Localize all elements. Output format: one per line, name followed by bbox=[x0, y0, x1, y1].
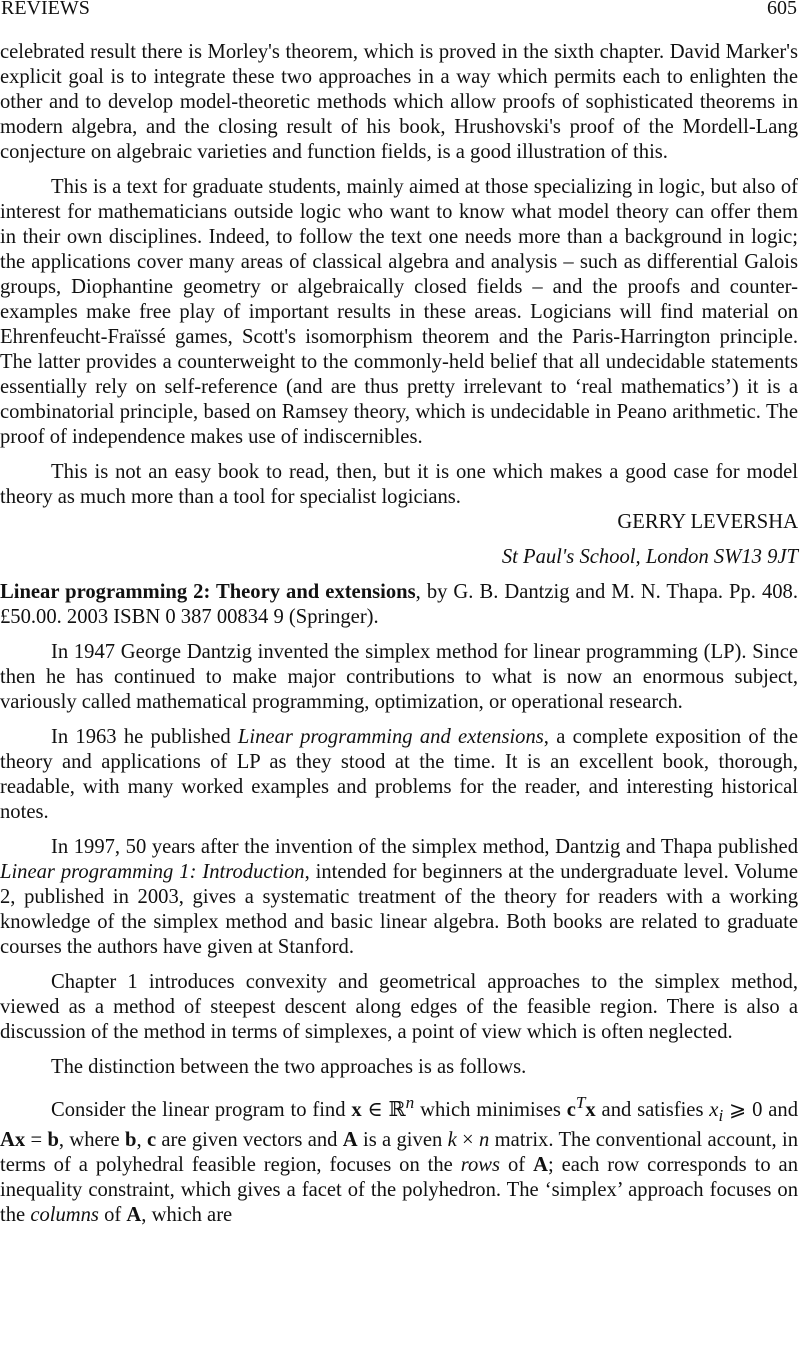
text-run: are given vectors and bbox=[156, 1128, 343, 1151]
text-run: of bbox=[500, 1153, 534, 1176]
text-run: , intended for beginners at the undergraduate level. Volume 2, published in 2003, gives a systematic treatment of the theory for readers with a working knowledge of the simplex method and basic linear algebra. Both books are related to graduate courses the authors have given at Stanford. bbox=[0, 861, 798, 958]
text-run: and bbox=[762, 1098, 799, 1121]
running-header bbox=[0, 0, 800, 22]
text-run: matrix. The conventional account, in terms of a polyhedral feasible region, focuses on the bbox=[0, 1128, 798, 1176]
review2-paragraph-6: Consider the linear program to find x ∈ ℝ$^n$ which minimises $c^Tx$ and satisfies $x_i$ ⩾ 0 and Ax = b, where b, c are given vectors and A is a given k × n matrix. The conventional account, in terms of a polyhedral feasible region, focuses on the rows of A; each row corresponds to an inequality constraint, which gives a facet of the polyhedron. The ‘simplex’ approach focuses on the columns of A, which are bbox=[0, 1093, 799, 1226]
review1-paragraph-1: celebrated result there is Morley's theorem, which is proved in the sixth chapter. David Marker's explicit goal is to integrate these two approaches in a way which permits each to enlighten the other and to develop model-theoretic methods which allow proofs of sophisticated theorems in modern algebra, and the closing result of his book, Hrushovski's proof of the Mordell-Lang conjecture on algebraic varieties and function fields, is a good illustration of this. bbox=[0, 41, 798, 163]
review2-paragraph-1: In 1947 George Dantzig invented the simplex method for linear programming (LP). Since then he has continued to make major contributions to what is now an enormous subject, variously called mathematical programming, optimization, or operational research. bbox=[0, 641, 798, 713]
text-run: is a given bbox=[357, 1128, 448, 1151]
reviewer-affiliation: St Paul's School, London SW13 9JT bbox=[501, 546, 798, 568]
text-run: ; each row corresponds to an inequality constraint, which gives a facet of the polyhedron. The ‘simplex’ approach focuses on the bbox=[0, 1153, 798, 1226]
text-run: , a complete exposition of the theory and applications of LP as they stood at the time. It is an excellent book, thorough, readable, with many worked examples and problems for the reader, and interesting historical notes. bbox=[0, 726, 798, 823]
review2-paragraph-5: The distinction between the two approaches is as follows. bbox=[51, 1056, 527, 1078]
review1-paragraph-3: This is not an easy book to read, then, but it is one which makes a good case for model theory as much more than a tool for specialist logicians. bbox=[0, 461, 798, 508]
review1-paragraph-2: This is a text for graduate students, mainly aimed at those specializing in logic, but also of interest for mathematicians outside logic who want to know what model theory can offer them in their own disciplines. Indeed, to follow the text one needs more than a background in logic; the applications cover many areas of classical algebra and analysis – such as differential Galois groups, Diophantine geometry or algebraically closed fields – and the proofs and counter-examples make free play of important results in these areas. Logicians will find material on Ehrenfeucht-Fraïssé games, Scott's isomorphism theorem and the Paris-Harrington principle. The latter provides a counterweight to the commonly-held belief that all undecidable statements essentially rely on self-reference (and are thus pretty irrelevant to ‘real mathematics’) it is a combinatorial principle, based on Ramsey theory, which is undecidable in Peano arithmetic. The proof of independence makes use of indiscernibles. bbox=[0, 176, 798, 448]
math-x-in-Rn: x bbox=[351, 1098, 362, 1121]
text-run: Consider the linear program to find bbox=[51, 1098, 352, 1121]
text-run: of bbox=[98, 1203, 127, 1226]
cited-book-title: Linear programming 1: Introduction bbox=[0, 861, 305, 883]
text-run: , where bbox=[58, 1128, 126, 1151]
reviewer-name: GERRY LEVERSHA bbox=[617, 511, 798, 533]
text-run: and satisfies bbox=[595, 1098, 710, 1121]
math-b-c: b bbox=[125, 1128, 137, 1151]
math-A: A bbox=[533, 1153, 548, 1176]
text-run: which minimises bbox=[414, 1098, 567, 1121]
emphasis-columns: columns bbox=[30, 1203, 99, 1226]
text-run: In 1997, 50 years after the invention of the simplex method, Dantzig and Thapa published bbox=[51, 836, 798, 858]
page-number: 605 bbox=[767, 0, 797, 19]
review2-heading bbox=[0, 580, 798, 630]
review2-paragraph-3 bbox=[0, 835, 798, 960]
book-title: Linear programming 2: Theory and extensions bbox=[0, 581, 416, 603]
book-bibliographic-details: , by G. B. Dantzig and M. N. Thapa. Pp. 408. £50.00. 2003 ISBN 0 387 00834 9 (Springer). bbox=[0, 581, 798, 628]
review2-paragraph-2 bbox=[0, 725, 798, 825]
text-run: , which are bbox=[141, 1203, 233, 1226]
math-Ax-eq-b: Ax bbox=[0, 1128, 26, 1151]
emphasis-rows: rows bbox=[460, 1153, 501, 1176]
review2-paragraph-4: Chapter 1 introduces convexity and geometrical approaches to the simplex method, viewed as a method of steepest descent along edges of the feasible region. There is also a discussion of the method in terms of simplexes, a point of view which is often neglected. bbox=[0, 971, 798, 1043]
math-A: A bbox=[126, 1203, 142, 1226]
math-xi-geq-0: $x_i$ bbox=[709, 1098, 724, 1125]
page-body bbox=[0, 40, 798, 1238]
math-k-by-n: k bbox=[447, 1128, 457, 1151]
math-cTx: c bbox=[566, 1098, 576, 1121]
math-A: A bbox=[342, 1128, 358, 1151]
text-run: In 1963 he published bbox=[51, 726, 238, 748]
section-title: REVIEWS bbox=[1, 0, 90, 19]
cited-book-title: Linear programming and extensions bbox=[237, 726, 544, 748]
